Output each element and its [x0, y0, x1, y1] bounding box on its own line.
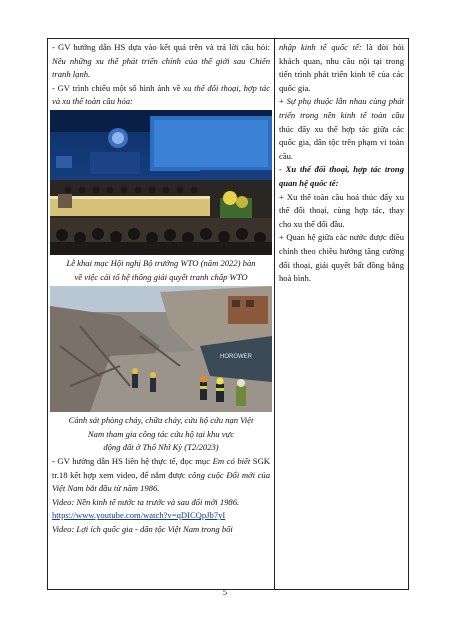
lesson-table	[47, 38, 409, 590]
right-paragraph-interdependence: + Sự phụ thuộc lẫn nhau cùng phát triển trong nền kinh tế toàn cầu thúc đẩy xu thế hợp tác giữa các quốc gia, dân tộc trên phạm vi toàn cầu.	[279, 96, 405, 161]
excavator-sign: HOROWER	[220, 354, 252, 361]
caption-rescue-line3: động đất ở Thổ Nhĩ Kỳ (T2/2023)	[103, 442, 219, 453]
student-knowledge-column	[275, 39, 409, 590]
caption-wto-line2: về việc cải tổ hệ thống giải quyết tranh chấp WTO	[74, 271, 248, 282]
video-title-2: Video: Lợi ích quốc gia - dân tộc Việt Nam trong bối	[52, 523, 233, 534]
paragraph-images-intro: - GV trình chiếu một số hình ảnh về xu thế đối thoại, hợp tác và xu thế toàn cầu hóa:	[52, 82, 271, 107]
paragraph-question: - GV hướng dẫn HS dựa vào kết quả trên và trả lời câu hỏi: Nêu những xu thế phát triển chính của thế giới sau Chiến tranh lạnh.	[52, 42, 270, 80]
teacher-activity-column	[48, 39, 275, 590]
page-number: 5	[223, 588, 227, 597]
wto-conference-photo	[50, 110, 272, 255]
right-paragraph-relations: + Quan hệ giữa các nước được điều chỉnh theo chiều hướng tăng cường đối thoại, giải quyết bất đồng bằng hoà bình.	[279, 232, 404, 284]
earthquake-rescue-photo	[50, 286, 272, 412]
caption-rescue-line1: Cảnh sát phòng cháy, chữa cháy, cứu hộ cứu nạn Việt	[68, 415, 254, 426]
youtube-link[interactable]: https://www.youtube.com/watch?v=qDICQpJb7yI	[52, 510, 226, 521]
right-paragraph-globalization: + Xu thế toàn cầu hoá thúc đẩy xu thế đối thoại, cùng hợp tác, thay cho xu thế đối đầu.	[279, 191, 404, 229]
video-link-paragraph	[52, 509, 270, 523]
paragraph-practice: - GV hướng dẫn HS liên hệ thực tế, đọc mục Em có biết SGK tr.18 kết hợp xem video, để nắm được công cuộc Đổi mới của Việt Nam bắt đầu từ năm 1986.	[52, 455, 270, 494]
video-title-1: Video: Nền kinh tế nước ta trước và sau đổi mới 1986.	[52, 496, 240, 507]
caption-wto-line1: Lễ khai mạc Hội nghị Bộ trưởng WTO (năm 2022) bàn	[66, 257, 256, 268]
right-paragraph-integration: nhập kinh tế quốc tế: là đòi hỏi khách quan, nhu cầu nội tại trong tiến trình phát triển kinh tế của các quốc gia.	[279, 42, 404, 93]
right-heading-dialogue: - Xu thế đối thoại, hợp tác trong quan hệ quốc tế:	[279, 164, 404, 188]
caption-rescue-line2: Nam tham gia công tác cứu hộ tại khu vực	[87, 428, 235, 439]
